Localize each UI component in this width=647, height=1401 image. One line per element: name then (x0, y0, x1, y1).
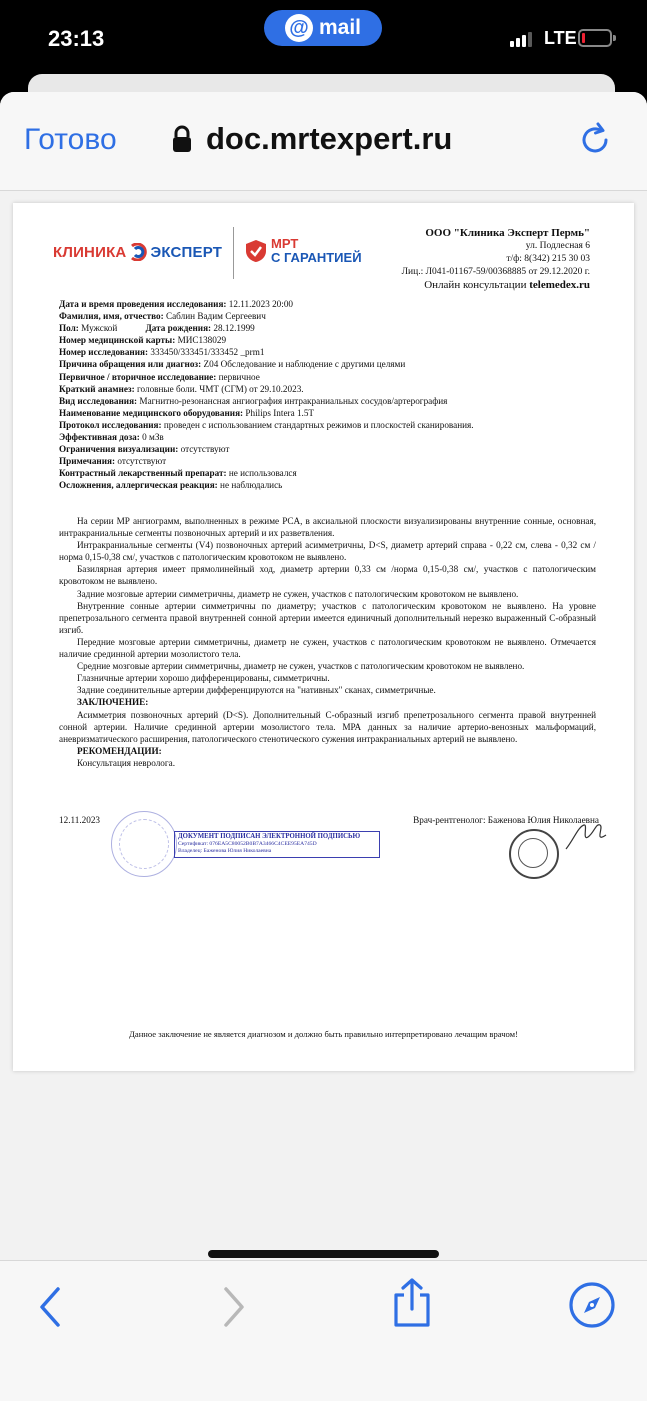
browser-toolbar (0, 1260, 647, 1401)
esign-owner: Владелец: Баженова Юлия Николаевна (178, 848, 272, 854)
home-indicator[interactable] (208, 1250, 439, 1258)
finding-paragraph: Передние мозговые артерии симметричны, диаметр не сужен, участков с патологическим кровотоком не выявлено. Отмечается наличие срединной артерии мозолистого тела. (59, 636, 596, 660)
shield-icon (245, 239, 267, 263)
field-contrast: Контрастный лекарственный препарат: не использовался (59, 468, 297, 479)
doctor-seal-icon (509, 829, 559, 879)
patient-fields (59, 298, 599, 492)
field-reason: Причина обращения или диагноз: Z04 Обследование и наблюдение с другими целями (59, 359, 406, 370)
disclaimer: Данное заключение не является диагнозом и должно быть правильно интерпретировано лечащим врачом! (129, 1029, 518, 1039)
finding-paragraph: Внутренние сонные артерии симметричны по диаметру; участков с патологическим кровотоком не выявлено. На уровне препетрозального сегмента правой внутренней сонной артерии имеется единичный дополнительный нерезко выраженный С-образный изгиб. (59, 600, 596, 635)
compass-icon[interactable] (568, 1281, 616, 1329)
finding-paragraph: Задние мозговые артерии симметричны, диаметр не сужен, участков с патологическим кровотоком не выявлено. (77, 588, 519, 599)
finding-paragraph: Интракраниальные сегменты (V4) позвоночных артерий асимметричны, D<S, диаметр артерий справа - 0,22 см, слева - 0,32 см /норма 0,15-0,38 см/, участков с патологическим кровотоком не выявлено. (59, 540, 596, 563)
clinic-phone: т/ф: 8(342) 215 30 03 (506, 254, 590, 264)
field-fio: Фамилия, имя, отчество: Саблин Вадим Сергеевич (59, 311, 266, 322)
clinic-address: ул. Подлесная 6 (525, 241, 590, 251)
finding-paragraph: Средние мозговые артерии симметричны, диаметр не сужен, участков с патологическим кровотоком не выявлено. (77, 661, 525, 672)
browser-sheet (0, 92, 647, 1400)
doctor-name: Врач-рентгенолог: Баженова Юлия Николаевна (413, 815, 599, 825)
address-bar[interactable] (172, 121, 452, 157)
lock-icon (172, 125, 192, 153)
reload-button[interactable] (576, 120, 614, 165)
back-icon[interactable] (36, 1285, 64, 1329)
field-anamnesis: Краткий анамнез: головные боли. ЧМТ (СГМ) от 29.10.2023. (59, 383, 304, 394)
share-icon[interactable] (390, 1277, 434, 1329)
clinic-online (402, 279, 590, 292)
clinic-info (402, 227, 590, 292)
field-complications: Осложнения, аллергическая реакция: не наблюдались (59, 480, 283, 491)
electronic-signature-box (174, 831, 380, 858)
battery-icon (578, 29, 612, 47)
status-bar (0, 0, 647, 78)
mrt-guarantee-logo (245, 237, 362, 265)
field-equipment: Наименование медицинского оборудования: Philips Intera 1.5T (59, 407, 315, 418)
conclusion-text: Асимметрия позвоночных артерий (D<S). Дополнительный С-образный изгиб препетрозального сегмента правой внутренней сонной артерии. Наличие срединной артерии мозолистого тела. МРА данных за наличие артерио-венозных мальформаций, аневризматического расширения, патологического стенотического сужения интракраниальных артерий не выявлено. (59, 709, 596, 744)
field-limits: Ограничения визуализации: отсутствуют (59, 444, 230, 455)
online-label: Онлайн консультации (424, 279, 527, 291)
clinic-license: Лиц.: Л041-01167-59/00368885 от 29.12.2020 г. (401, 267, 590, 277)
document-viewer[interactable] (0, 191, 647, 1260)
klinika-expert-logo (53, 243, 222, 261)
signal-icon (510, 32, 532, 47)
field-study-no: Номер исследования: 333450/333451/333452 _prm1 (59, 347, 265, 358)
logo-text-2: ЭКСПЕРТ (150, 243, 223, 261)
report-body (59, 515, 596, 769)
field-card: Номер медицинской карты: МИС138029 (59, 335, 227, 346)
clinic-name: ООО "Клиника Эксперт Пермь" (425, 227, 590, 239)
online-site[interactable]: telemedex.ru (529, 279, 590, 291)
status-time: 23:13 (48, 26, 105, 51)
recommendations-text: Консультация невролога. (77, 757, 176, 768)
mail-pill-label: mail (318, 16, 362, 39)
clinic-stamp-icon (111, 811, 177, 877)
handwritten-signature-icon (564, 819, 608, 855)
field-notes: Примечания: отсутствуют (59, 456, 167, 467)
logo-mark-icon (129, 243, 147, 261)
field-study-type: Вид исследования: Магнитно-резонансная ангиография интракраниальных сосудов/артерография (59, 395, 448, 406)
finding-paragraph: На серии МР ангиограмм, выполненных в режиме PCA, в аксиальной плоскости визуализированы внутренние сонные, основная, интракраниальные сегменты позвоночных артерий и их разветвления. (59, 516, 596, 539)
document-page (13, 203, 634, 1071)
logo-text-1: КЛИНИКА (53, 243, 127, 261)
field-sex-birth: Пол: Мужской Дата рождения: 28.12.1999 (59, 323, 255, 334)
browser-nav-bar (0, 92, 647, 191)
sign-date: 12.11.2023 (59, 815, 101, 825)
done-button[interactable]: Готово (24, 123, 117, 156)
finding-paragraph: Задние соединительные артерии дифференцируются на "нативных" сканах, симметричные. (77, 685, 436, 696)
finding-paragraph: Базилярная артерия имеет прямолинейный ход, диаметр артерии 0,33 см /норма 0,15-0,38 см/, участков с патологическим кровотоком не выявлено. (59, 564, 596, 587)
at-icon: @ (285, 14, 313, 42)
conclusion-heading: ЗАКЛЮЧЕНИЕ: (77, 697, 149, 708)
logo-mrt: МРТ (271, 236, 299, 251)
logo-guarantee: С ГАРАНТИЕЙ (271, 250, 362, 265)
recommendations-heading: РЕКОМЕНДАЦИИ: (77, 745, 162, 756)
finding-paragraph: Глазничные артерии хорошо дифференцированы, симметричны. (77, 673, 330, 684)
forward-icon[interactable] (220, 1285, 248, 1329)
field-primary: Первичное / вторичное исследование: первичное (59, 371, 260, 382)
logo-divider (233, 227, 234, 279)
esign-cert: Сертификат: 076EA5C80052B0B7A3466C4CEE95EA745D (178, 840, 317, 847)
url-text: doc.mrtexpert.ru (206, 121, 453, 156)
field-dose: Эффективная доза: 0 мЗв (59, 432, 164, 443)
network-type: LTE (544, 28, 577, 48)
reload-icon (576, 120, 614, 160)
field-protocol: Протокол исследования: проведен с использованием стандартных режимов и плоскостей сканирования. (59, 419, 474, 430)
esign-title: ДОКУМЕНТ ПОДПИСАН ЭЛЕКТРОННОЙ ПОДПИСЬЮ (178, 833, 361, 840)
mail-return-pill[interactable] (264, 10, 382, 46)
field-exam-datetime: Дата и время проведения исследования: 12.11.2023 20:00 (59, 299, 294, 309)
